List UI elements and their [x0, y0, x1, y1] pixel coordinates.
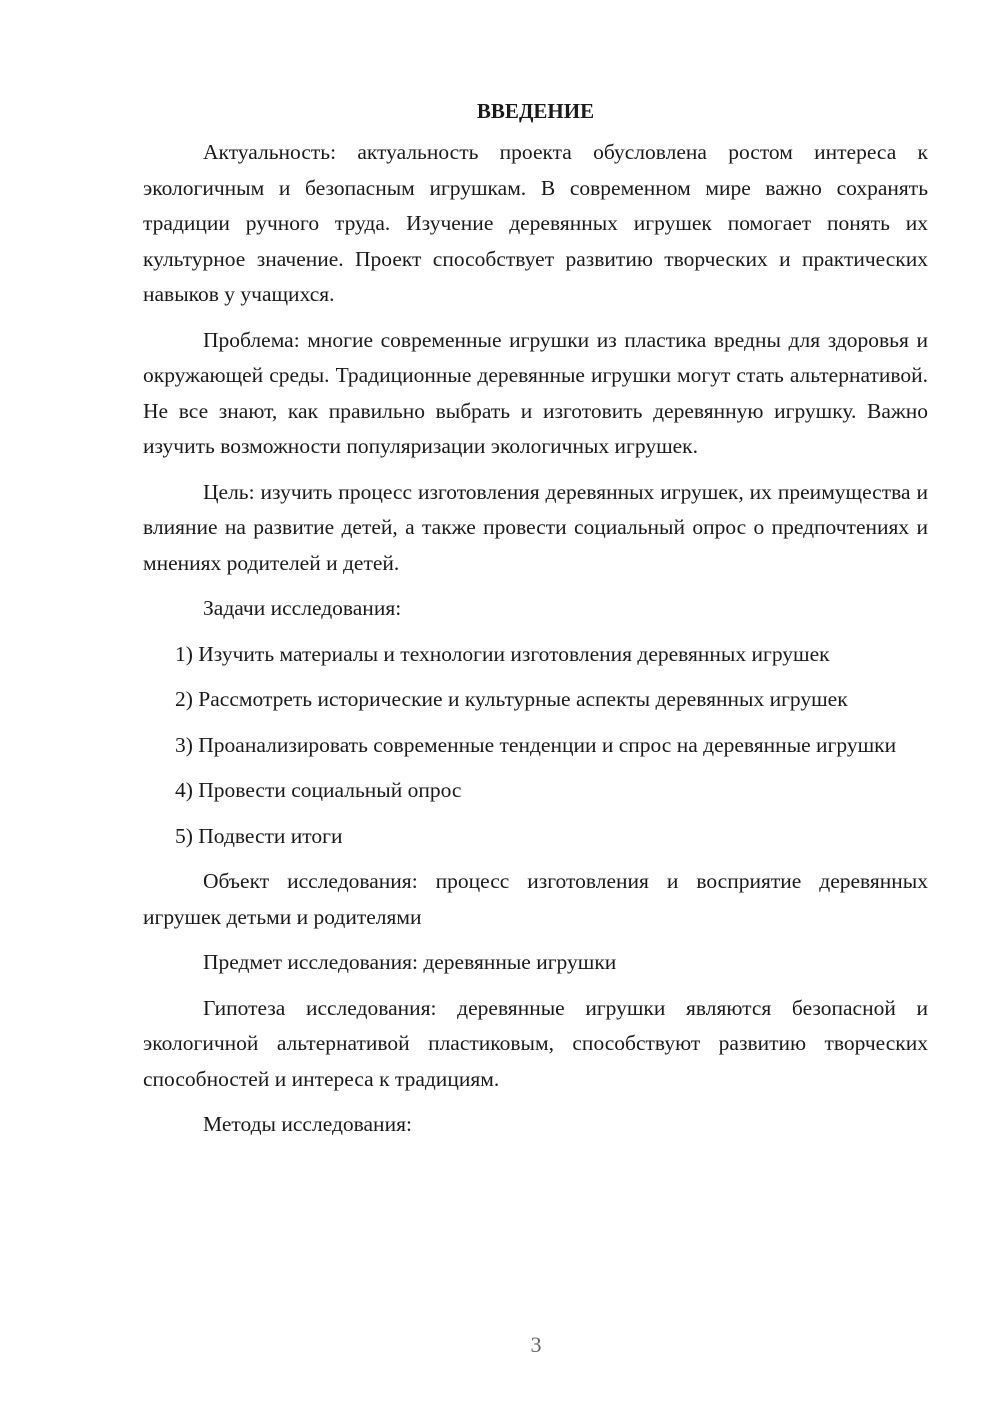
section-title: ВВЕДЕНИЕ [476, 99, 595, 123]
paragraph-problem: Проблема: многие современные игрушки из пластика вредны для здоровья и окружающей среды. Традиционные деревянные игрушки могут стать альтернативой. Не все знают, как правильно выбрать и изготовить деревянную игрушку. Важно изучить возможности популяризации экологичных игрушек. [143, 327, 928, 458]
task-item-2: 2) Рассмотреть исторические и культурные аспекты деревянных игрушек [175, 687, 848, 711]
task-item-1: 1) Изучить материалы и технологии изготовления деревянных игрушек [175, 641, 830, 666]
page-number: 3 [530, 1332, 542, 1357]
paragraph-goal: Цель: изучить процесс изготовления деревянных игрушек, их преимущества и влияние на развитие детей, а также провести социальный опрос о предпочтениях и мнениях родителей и детей. [143, 479, 928, 575]
task-item-3: 3) Проанализировать современные тенденции и спрос на деревянные игрушки [175, 732, 897, 757]
paragraph-hypothesis: Гипотеза исследования: деревянные игрушки являются безопасной и экологичной альтернативой пластиковым, способствуют развитию творческих способностей и интереса к традициям. [143, 995, 928, 1091]
task-item-5: 5) Подвести итоги [175, 823, 343, 848]
paragraph-subject: Предмет исследования: деревянные игрушки [203, 950, 617, 974]
paragraph-tasks-heading: Задачи исследования: [203, 596, 402, 620]
paragraph-methods: Методы исследования: [203, 1112, 412, 1136]
paragraph-relevance: Актуальность: актуальность проекта обусловлена ростом интереса к экологичным и безопасным игрушкам. В современном мире важно сохранять традиции ручного труда. Изучение деревянных игрушек помогает понять их культурное значение. Проект способствует развитию творческих и практических навыков у учащихся. [143, 140, 928, 306]
paragraph-object: Объект исследования: процесс изготовления и восприятие деревянных игрушек детьми и родителями [143, 869, 928, 929]
task-item-4: 4) Провести социальный опрос [175, 778, 462, 802]
page-content [143, 96, 928, 1153]
